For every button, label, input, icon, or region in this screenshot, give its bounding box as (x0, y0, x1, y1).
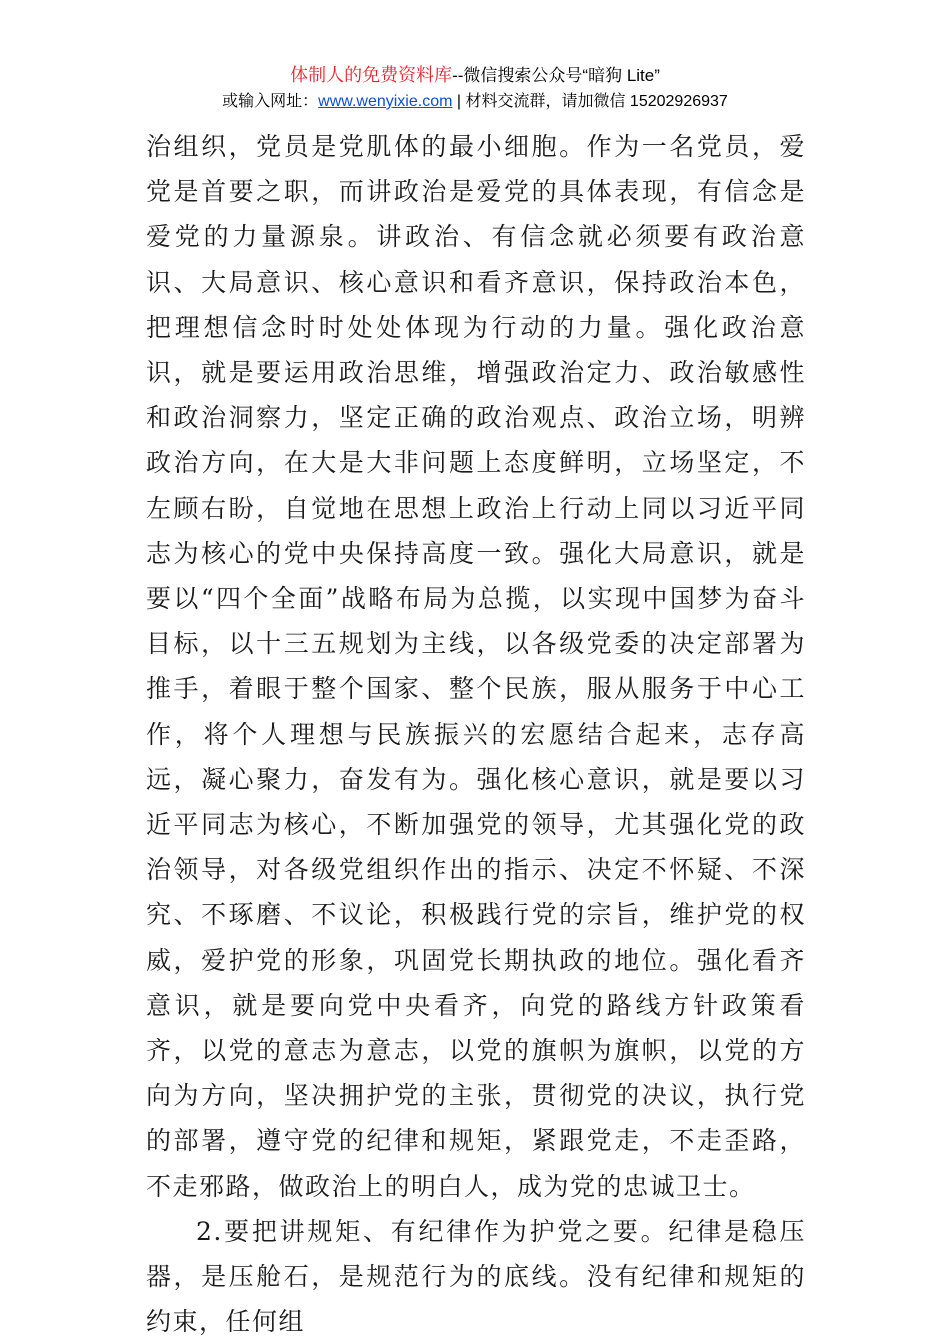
contact-info: | 材料交流群，请加微信 15202926937 (452, 93, 728, 110)
body-paragraph-2: 2.要把讲规矩、有纪律作为护党之要。纪律是稳压器，是压舱石，是规范行为的底线。没有纪律和规矩的约束，任何组 (146, 1216, 806, 1337)
header-banner (0, 62, 950, 89)
page-header (0, 62, 950, 115)
url-prefix: 或输入网址： (222, 93, 319, 110)
brand-title: 体制人的免费资料库 (290, 65, 453, 85)
website-link[interactable]: www.wenyixie.com (318, 93, 453, 110)
document-body (146, 124, 806, 1344)
header-contact-line (0, 89, 950, 115)
body-paragraph-1: 治组织，党员是党肌体的最小细胞。作为一名党员，爱党是首要之职，而讲政治是爱党的具体表现，有信念是爱党的力量源泉。讲政治、有信念就必须要有政治意识、大局意识、核心意识和看齐意识，保持政治本色，把理想信念时时处处体现为行动的力量。强化政治意识，就是要运用政治思维，增强政治定力、政治敏感性和政治洞察力，坚定正确的政治观点、政治立场，明辨政治方向，在大是大非问题上态度鲜明，立场坚定，不左顾右盼，自觉地在思想上政治上行动上同以习近平同志为核心的党中央保持高度一致。强化大局意识，就是要以“四个全面”战略布局为总揽，以实现中国梦为奋斗目标，以十三五规划为主线，以各级党委的决定部署为推手，着眼于整个国家、整个民族，服从服务于中心工作，将个人理想与民族振兴的宏愿结合起来，志存高远，凝心聚力，奋发有为。强化核心意识，就是要以习近平同志为核心，不断加强党的领导，尤其强化党的政治领导，对各级党组织作出的指示、决定不怀疑、不深究、不琢磨、不议论，积极践行党的宗旨，维护党的权威，爱护党的形象，巩固党长期执政的地位。强化看齐意识，就是要向党中央看齐，向党的路线方针政策看齐，以党的意志为意志，以党的旗帜为旗帜，以党的方向为方向，坚决拥护党的主张，贯彻党的决议，执行党的部署，遵守党的纪律和规矩，紧跟党走，不走歪路，不走邪路，做政治上的明白人，成为党的忠诚卫士。 (146, 132, 806, 1201)
header-tagline: --微信搜索公众号“暗狗 Lite” (452, 66, 660, 85)
